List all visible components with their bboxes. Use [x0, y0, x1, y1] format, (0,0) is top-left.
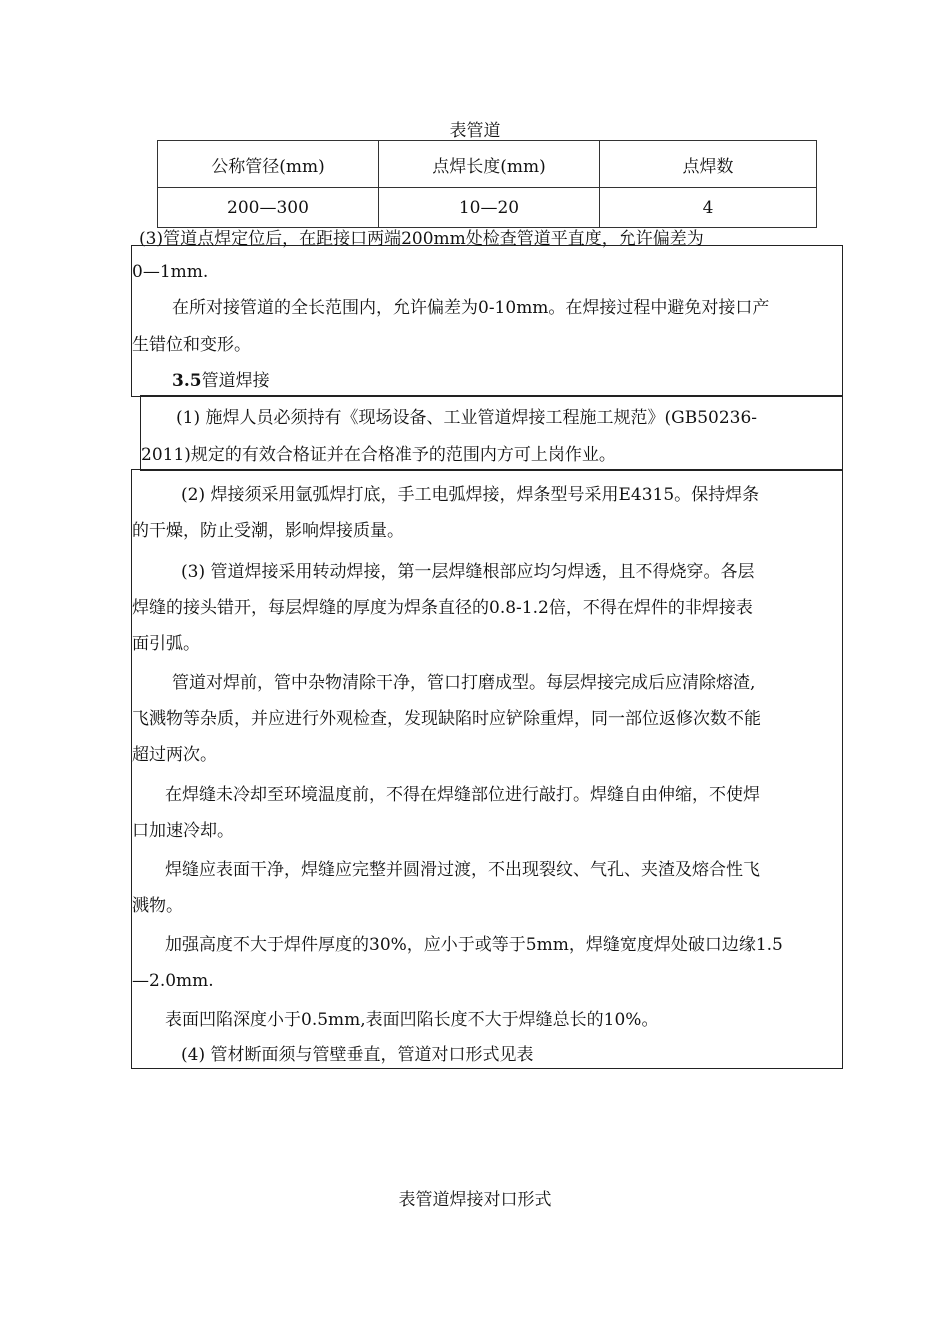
section-number: 3.5	[172, 371, 202, 391]
item3-line2: 焊缝的接头错开，每层焊缝的厚度为焊条直径的0.8-1.2倍，不得在焊件的非焊接表	[132, 598, 753, 618]
item1-line2: 2011)规定的有效合格证并在合格准予的范围内方可上岗作业。	[141, 445, 616, 465]
item1-line1: (1) 施焊人员必须持有《现场设备、工业管道焊接工程施工规范》(GB50236-	[176, 408, 758, 428]
text-frame	[131, 469, 843, 1069]
table-cell: 200—300	[158, 188, 379, 228]
table-cell: 10—20	[379, 188, 600, 228]
table-header-row	[158, 141, 817, 188]
table-caption: 表管道焊接对口形式	[398, 1190, 552, 1210]
paragraph-line: 生错位和变形。	[132, 335, 251, 355]
paragraph-line: 飞溅物等杂质，并应进行外观检查，发现缺陷时应铲除重焊，同一部位返修次数不能	[132, 709, 761, 729]
paragraph-line: 加强高度不大于焊件厚度的30%，应小于或等于5mm，焊缝宽度焊处破口边缘1.5	[165, 935, 783, 955]
table-header-cell: 点焊长度(mm)	[379, 141, 600, 188]
paragraph-line: 表面凹陷深度小于0.5mm,表面凹陷长度不大于焊缝总长的10%。	[165, 1010, 659, 1030]
paragraph-line: 溅物。	[132, 896, 183, 916]
table-header-cell: 公称管径(mm)	[158, 141, 379, 188]
table-cell: 4	[600, 188, 817, 228]
item4-line: (4) 管材断面须与管壁垂直，管道对口形式见表	[181, 1045, 534, 1065]
paragraph-line: 口加速冷却。	[132, 821, 234, 841]
paragraph-line: 焊缝应表面干净，焊缝应完整并圆滑过渡，不出现裂纹、气孔、夹渣及熔合性飞	[165, 860, 760, 880]
section-title: 管道焊接	[201, 371, 270, 391]
spot-weld-table	[157, 140, 817, 228]
paragraph-line: 在所对接管道的全长范围内，允许偏差为0-10mm。在焊接过程中避免对接口产	[172, 298, 770, 318]
table-header-cell: 点焊数	[600, 141, 817, 188]
paragraph-line: 管道对焊前，管中杂物清除干净，管口打磨成型。每层焊接完成后应清除熔渣,	[172, 673, 756, 693]
item3-line3: 面引弧。	[132, 634, 200, 654]
paragraph-line: 超过两次。	[132, 745, 217, 765]
item3-line1: (3)管道点焊定位后，在距接口两端200mm处检查管道平直度，允许偏差为	[139, 229, 704, 249]
paragraph-line: 在焊缝未冷却至环境温度前，不得在焊缝部位进行敲打。焊缝自由伸缩，不使焊	[165, 785, 760, 805]
item3-line1: (3) 管道焊接采用转动焊接，第一层焊缝根部应均匀焊透，且不得烧穿。各层	[181, 562, 755, 582]
item2-line1: (2) 焊接须采用氩弧焊打底，手工电弧焊接，焊条型号采用E4315。保持焊条	[181, 485, 760, 505]
item3-line2: 0—1mm.	[132, 262, 209, 282]
item2-line2: 的干燥，防止受潮，影响焊接质量。	[132, 521, 404, 541]
table-row	[158, 188, 817, 228]
table-caption: 表管道	[449, 121, 501, 141]
paragraph-line: —2.0mm.	[132, 971, 214, 991]
section-heading	[172, 371, 270, 391]
